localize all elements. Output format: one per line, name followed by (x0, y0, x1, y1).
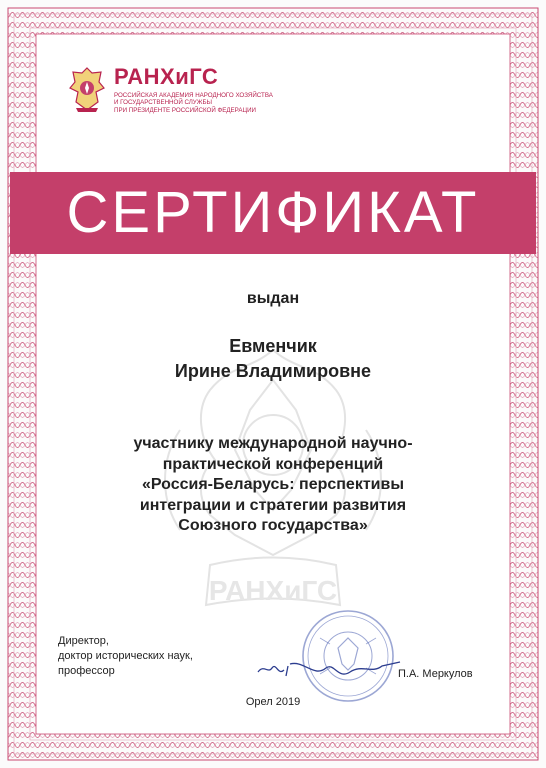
signature (254, 650, 404, 690)
signatory-name: П.А. Меркулов (398, 668, 473, 680)
body-line: «Россия-Беларусь: перспективы (141, 476, 405, 493)
logo-subtitle-line: И ГОСУДАРСТВЕННОЙ СЛУЖБЫ (114, 99, 212, 107)
logo-title: РАНХиГС (114, 64, 219, 89)
recipient-surname: Евменчик (229, 336, 317, 356)
certificate-body (70, 434, 476, 537)
body-line: практической конференций (162, 455, 384, 473)
position-line: доктор исторических наук, (58, 650, 193, 662)
ranepa-logo (68, 62, 273, 122)
position-line: профессор (58, 665, 115, 677)
signatory-position (58, 634, 193, 679)
logo-subtitle (114, 92, 273, 114)
watermark-text: РАНХиГС (208, 575, 338, 606)
body-line: Союзного государства» (178, 517, 368, 534)
city-year: Орел 2019 (245, 696, 301, 708)
certificate-heading: СЕРТИФИКАТ (66, 180, 480, 245)
title-banner (10, 172, 536, 254)
eagle-emblem-icon (68, 64, 106, 114)
position-line: Директор, (58, 635, 109, 647)
recipient-name: Ирине Владимировне (174, 361, 372, 381)
issued-label: выдан (246, 290, 300, 307)
logo-subtitle-line: РОССИЙСКАЯ АКАДЕМИЯ НАРОДНОГО ХОЗЯЙСТВА (114, 92, 273, 99)
body-line: участнику международной научно- (133, 435, 413, 452)
logo-subtitle-line: ПРИ ПРЕЗИДЕНТЕ РОССИЙСКОЙ ФЕДЕРАЦИИ (114, 106, 256, 114)
body-line: интеграции и стратегии развития (139, 496, 407, 514)
